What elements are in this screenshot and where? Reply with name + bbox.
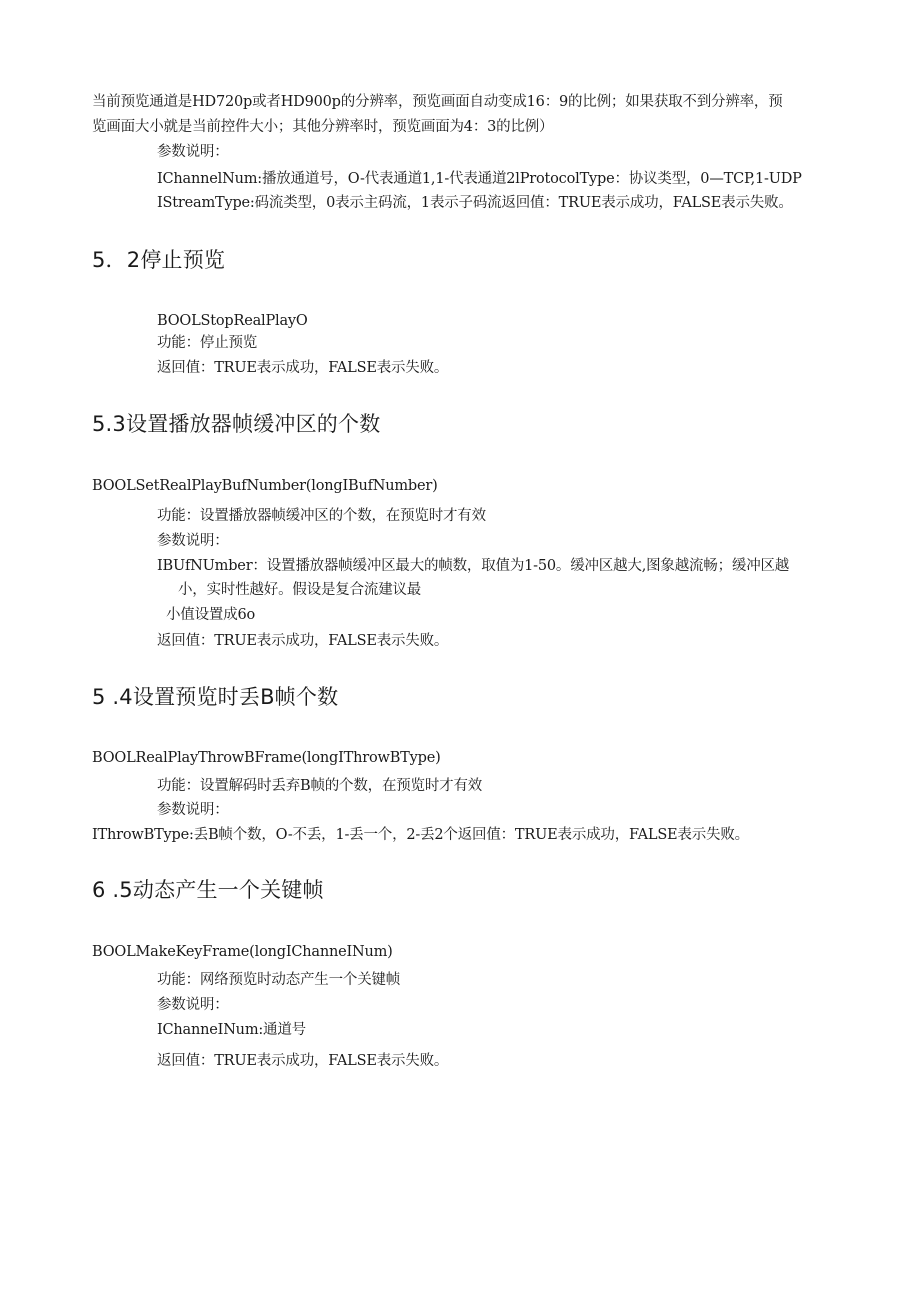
section-5-4-function: 功能：设置解码时丢弃B帧的个数，在预览时才有效 xyxy=(157,778,483,794)
intro-line-1: 当前预览通道是HD720p或者HD900p的分辨率，预览画面自动变成16：9的比例；如果获取不到分辨率，预 xyxy=(92,94,783,110)
intro-line-2: 览画面大小就是当前控件大小；其他分辨率时，预览画面为4：3的比例） xyxy=(92,119,554,135)
section-6-5-function: 功能：网络预览时动态产生一个关键帧 xyxy=(157,972,401,988)
intro-params-label: 参数说明： xyxy=(157,144,229,160)
section-5-4-param-1: IThrowBType:丢B帧个数，O-不丢，1-丢一个，2-丢2个返回值：TRUE表示成功，FALSE表示失败。 xyxy=(92,827,749,843)
section-6-5-signature: BOOLMakeKeyFrame(longIChanneINum) xyxy=(92,944,393,960)
section-5-3-param-1-line-1: IBUfNUmber：设置播放器帧缓冲区最大的帧数，取值为1-50。缓冲区越大,图象越流畅；缓冲区越 xyxy=(157,558,790,574)
section-6-5-heading: 6 .5动态产生一个关键帧 xyxy=(92,878,324,902)
section-6-5-params-label: 参数说明： xyxy=(157,997,229,1013)
section-5-2-return: 返回值：TRUE表示成功，FALSE表示失败。 xyxy=(157,360,449,376)
section-5-3-signature: BOOLSetRealPlayBufNumber(longIBufNumber) xyxy=(92,478,438,494)
section-5-4-heading: 5 .4设置预览时丢B帧个数 xyxy=(92,685,339,709)
section-6-5-param-1: IChanneINum:通道号 xyxy=(157,1022,306,1038)
section-5-2-signature: BOOLStopRealPlayO xyxy=(157,313,308,329)
section-5-3-heading: 5.3设置播放器帧缓冲区的个数 xyxy=(92,412,381,436)
section-6-5-return: 返回值：TRUE表示成功，FALSE表示失败。 xyxy=(157,1053,449,1069)
section-5-3-param-1-line-2: 小，实时性越好。假设是复合流建议最 xyxy=(178,582,422,598)
section-5-3-params-label: 参数说明： xyxy=(157,533,229,549)
section-5-2-function: 功能：停止预览 xyxy=(157,335,258,351)
intro-param-2: IStreamType:码流类型，0表示主码流，1表示子码流返回值：TRUE表示成功，FALSE表示失败。 xyxy=(157,195,793,211)
section-5-2-heading: 5．2停止预览 xyxy=(92,248,226,272)
section-5-3-return: 返回值：TRUE表示成功，FALSE表示失败。 xyxy=(157,633,449,649)
section-5-3-param-1-line-3: 小值设置成6o xyxy=(166,607,256,623)
section-5-4-signature: BOOLRealPlayThrowBFrame(longIThrowBType) xyxy=(92,750,441,766)
section-5-3-function: 功能：设置播放器帧缓冲区的个数，在预览时才有效 xyxy=(157,508,486,524)
intro-param-1: IChannelNum:播放通道号，O-代表通道1,1-代表通道2lProtocolType：协议类型，0—TCP,1-UDP xyxy=(157,171,802,187)
section-5-4-params-label: 参数说明： xyxy=(157,802,229,818)
